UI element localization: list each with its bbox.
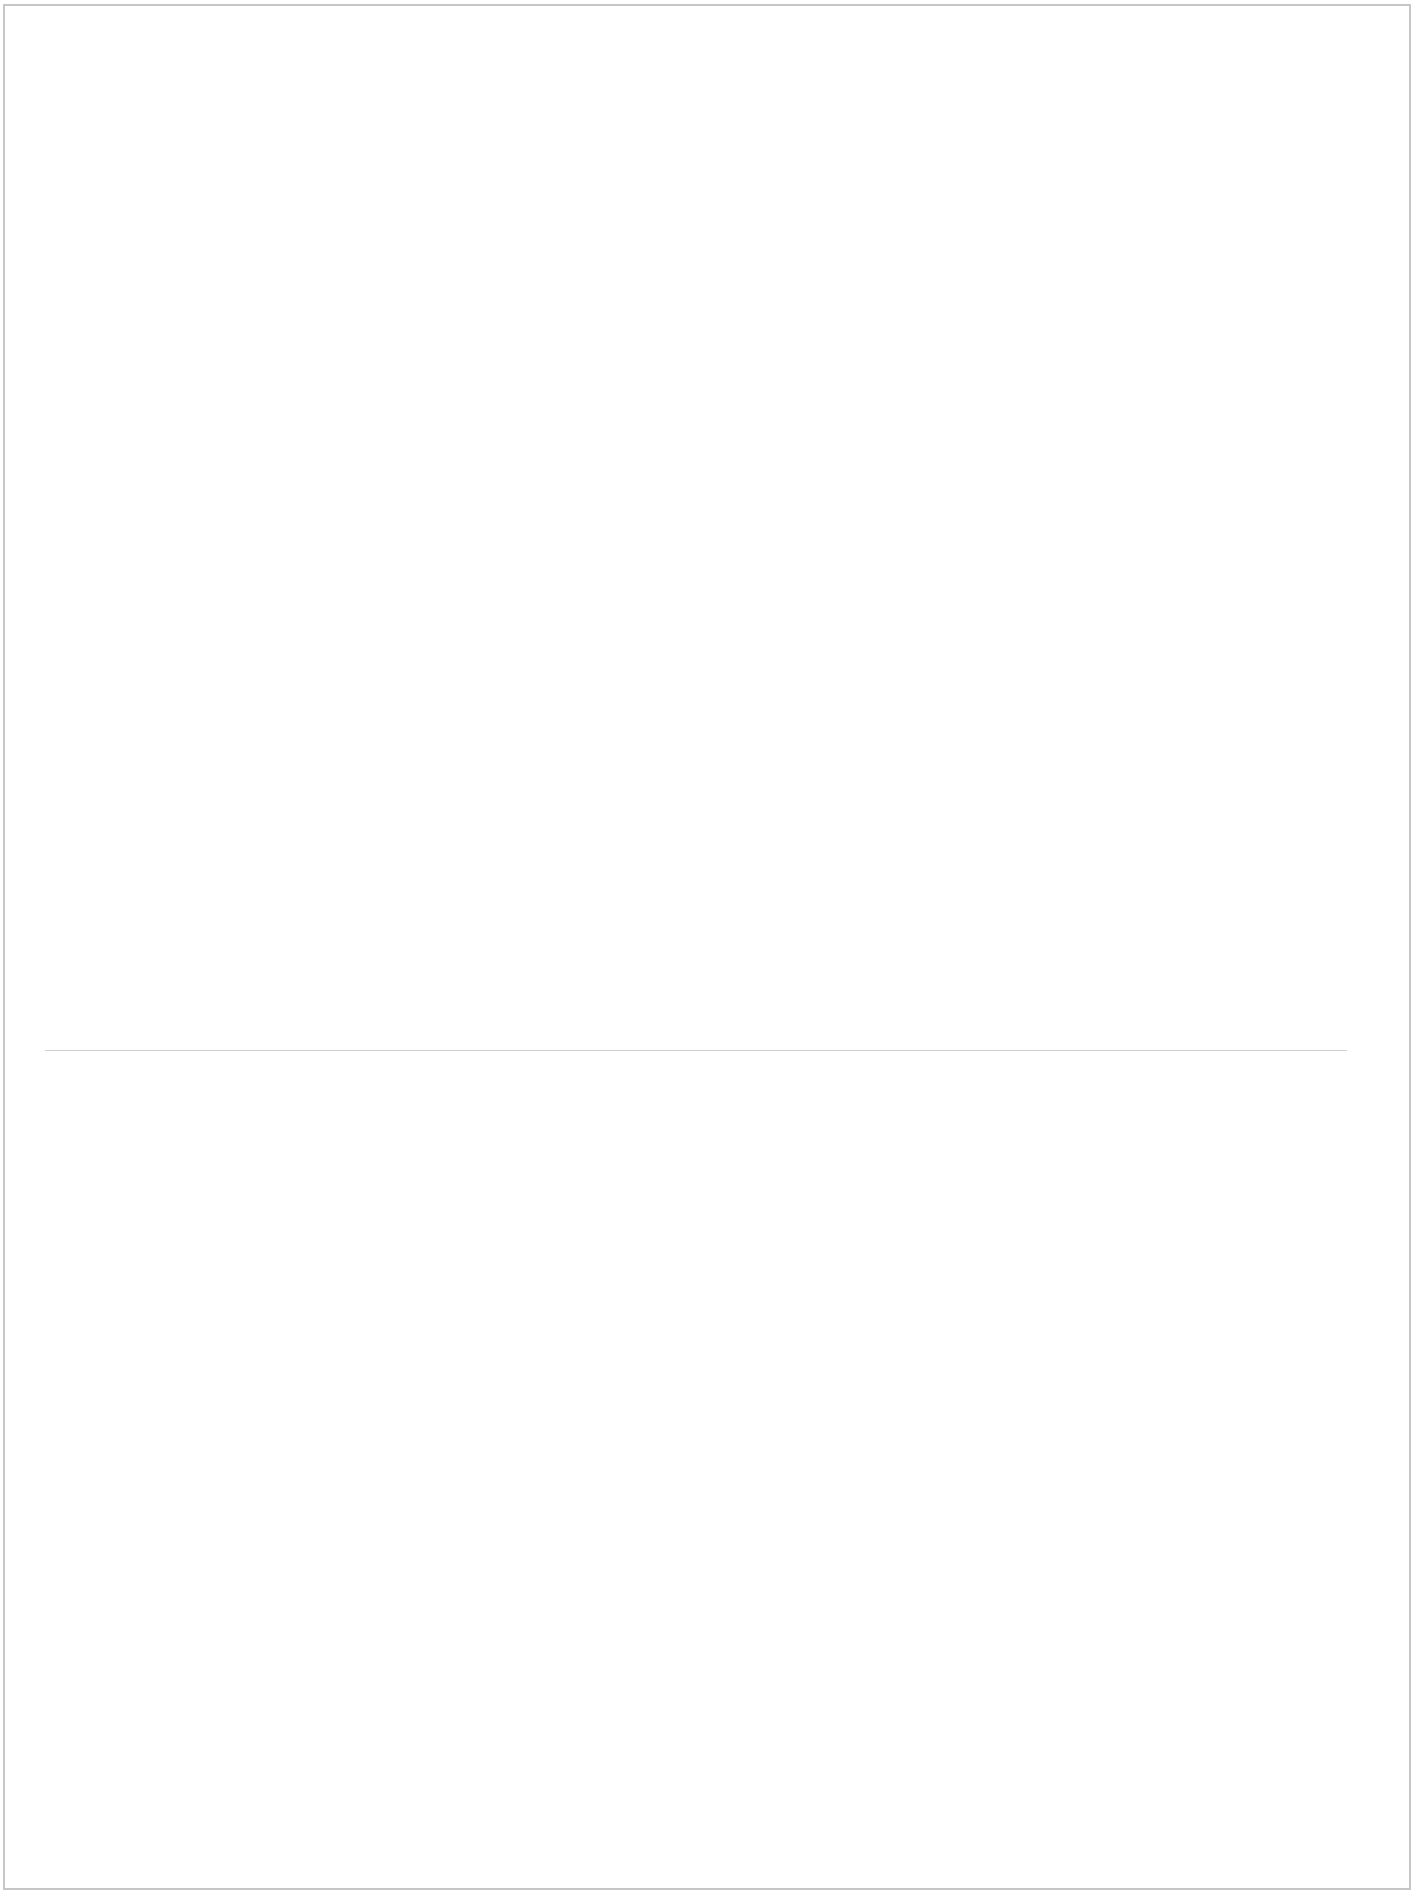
lower-content-area xyxy=(5,1052,1409,1888)
horizontal-divider xyxy=(45,1050,1347,1051)
blank-document-page xyxy=(3,4,1411,1890)
upper-content-area xyxy=(5,6,1409,1050)
